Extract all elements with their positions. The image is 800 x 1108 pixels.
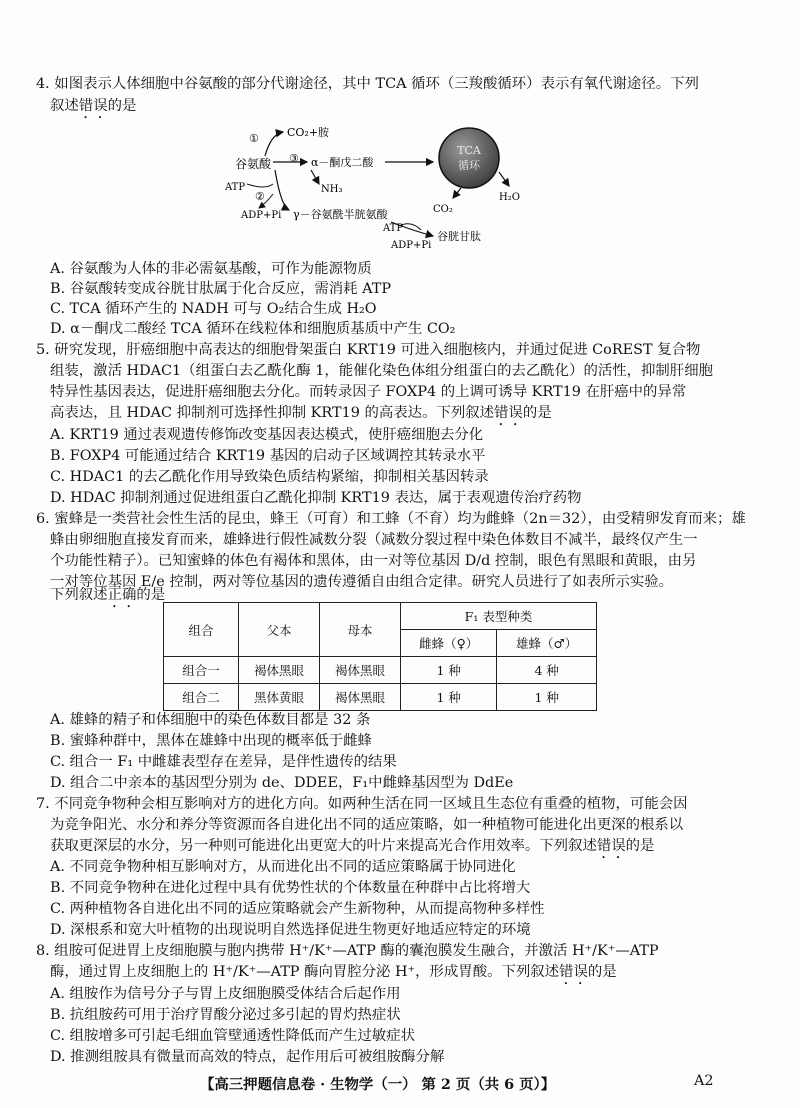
- emphasis-mark: 错误: [78, 98, 108, 114]
- table-row: 组合二 黑体黄眼 褐体黑眼 1 种 1 种: [164, 684, 597, 711]
- table-header-group: 组合: [164, 603, 239, 657]
- q7-option-b: B. 不同竞争物种在进化过程中具有优势性状的个体数量在种群中占比将增大: [50, 880, 531, 896]
- q6-option-b: B. 蜜蜂种群中，黑体在雄蜂中出现的概率低于雌蜂: [50, 733, 372, 749]
- label-cycle: 循环: [458, 159, 480, 172]
- q7-stem-line1: 7. 不同竞争物种会相互影响对方的进化方向。如两种生活在同一区域且生态位有重叠的植物，可能会因: [36, 796, 688, 812]
- q6-stem-line4: 一对等位基因 E/e 控制，两对等位基因的遗传遵循自由组合定律。研究人员进行了如表所示实验。: [50, 574, 674, 590]
- table-header-male: 雄蜂（♂）: [497, 630, 597, 657]
- q5-stem-line4: 高表达，且 HDAC 抑制剂可选择性抑制 KRT19 的高表达。下列叙述错误的是: [50, 405, 552, 421]
- q4-option-b: B. 谷氨酸转变成谷胱甘肽属于化合反应，需消耗 ATP: [50, 281, 391, 297]
- label-ggc: γ－谷氨酰半胱氨酸: [293, 208, 388, 221]
- footer-code: A2: [694, 1073, 714, 1089]
- label-co2: CO₂: [433, 204, 453, 215]
- table-header-mother: 母本: [320, 603, 401, 657]
- footer-title: 【高三押题信息卷 · 生物学（一） 第 2 页（共 6 页）】: [200, 1076, 556, 1093]
- emphasis-mark: 错误: [596, 838, 626, 854]
- label-akg: α－酮戊二酸: [311, 156, 374, 169]
- q7-option-d: D. 深根系和宽大叶植物的出现说明自然选择促进生物更好地适应特定的环境: [50, 922, 531, 938]
- q8-option-b: B. 抗组胺药可用于治疗胃酸分泌过多引起的胃灼热症状: [50, 1007, 401, 1023]
- table-header-f1: F₁ 表型种类: [401, 603, 597, 630]
- q6-stem-line2: 蜂由卵细胞直接发育而来，雄蜂进行假性减数分裂（减数分裂过程中染色体数目不减半，最终仅产生一: [50, 532, 698, 548]
- q6-option-d: D. 组合二中亲本的基因型分别为 de、DDEE，F₁中雌蜂基因型为 DdEe: [50, 775, 514, 791]
- label-step3: ③: [289, 152, 299, 165]
- q6-stem-line1: 6. 蜜蜂是一类营社会性生活的昆虫，蜂王（可育）和工蜂（不育）均为雌蜂（2n＝32），由受精卵发育而来；雄: [36, 511, 746, 527]
- q4-stem-line1: 4. 如图表示人体细胞中谷氨酸的部分代谢途径，其中 TCA 循环（三羧酸循环）表示有氧代谢途径。下列: [36, 76, 699, 92]
- q5-option-c: C. HDAC1 的去乙酰化作用导致染色质结构紧缩，抑制相关基因转录: [50, 469, 489, 485]
- q5-option-a: A. KRT19 通过表观遗传修饰改变基因表达模式，使肝癌细胞去分化: [50, 427, 484, 443]
- q6-option-a: A. 雄蜂的精子和体细胞中的染色体数目都是 32 条: [50, 712, 371, 728]
- emphasis-mark: 正确: [107, 587, 137, 603]
- label-step2: ②: [255, 190, 265, 203]
- q5-stem-line2: 组装，激活 HDAC1（组蛋白去乙酰化酶 1，能催化染色体组分组蛋白的去乙酰化）的活性，抑制肝细胞: [50, 363, 713, 379]
- q4-stem-line2: 叙述错误的是: [50, 98, 137, 114]
- label-glutathione: 谷胱甘肽: [437, 230, 481, 243]
- q5-stem-line1: 5. 研究发现，肝癌细胞中高表达的细胞骨架蛋白 KRT19 可进入细胞核内，并通过促进 CoREST 复合物: [36, 342, 701, 358]
- emphasis-mark: 错误: [494, 405, 523, 421]
- label-atp2: ATP: [383, 223, 404, 234]
- q6-stem-line3: 个功能性精子）。已知蜜蜂的体色有褐体和黑体，由一对等位基因 D/d 控制，眼色有黑眼和黄眼，由另: [50, 553, 697, 569]
- table-header-father: 父本: [239, 603, 320, 657]
- q5-option-b: B. FOXP4 可能通过结合 KRT19 基因的启动子区域调控其转录水平: [50, 448, 486, 464]
- table-header-female: 雌蜂（♀）: [401, 630, 497, 657]
- label-step1: ①: [249, 132, 259, 145]
- label-adp2: ADP+Pi: [391, 240, 432, 251]
- q7-option-a: A. 不同竞争物种相互影响对方，从而进化出不同的适应策略属于协同进化: [50, 859, 516, 875]
- table-row: 组合一 褐体黑眼 褐体黑眼 1 种 4 种: [164, 657, 597, 684]
- q6-option-c: C. 组合一 F₁ 中雌雄表型存在差异，是伴性遗传的结果: [50, 754, 397, 770]
- bee-cross-table: [163, 602, 597, 711]
- q7-stem-line2: 为竞争阳光、水分和养分等资源而各自进化出不同的适应策略，如一种植物可能进化出更深的根系以: [50, 817, 684, 833]
- emphasis-mark: 错误: [559, 964, 588, 980]
- label-co2-amine: CO₂+胺: [287, 126, 330, 139]
- label-adp1: ADP+Pi: [241, 210, 282, 221]
- label-nh3: NH₃: [321, 184, 343, 195]
- q8-stem-line1: 8. 组胺可促进胃上皮细胞膜与胞内携带 H⁺/K⁺—ATP 酶的囊泡膜发生融合，并激活 H⁺/K⁺—ATP: [36, 943, 659, 959]
- q7-stem-line3: 获取更深层的水分，另一种则可能进化出更宽大的叶片来提高光合作用效率。下列叙述错误的是: [50, 838, 655, 854]
- glutamate-metabolism-diagram: [215, 118, 535, 254]
- q7-option-c: C. 两种植物各自进化出不同的适应策略就会产生新物种，从而提高物种多样性: [50, 901, 545, 917]
- q4-option-d: D. α－酮戊二酸经 TCA 循环在线粒体和细胞质基质中产生 CO₂: [50, 321, 456, 337]
- q8-option-a: A. 组胺作为信号分子与胃上皮细胞膜受体结合后起作用: [50, 986, 401, 1002]
- q6-stem-line5: 下列叙述正确的是: [50, 587, 166, 603]
- q8-stem-line2: 酶，通过胃上皮细胞上的 H⁺/K⁺—ATP 酶向胃腔分泌 H⁺，形成胃酸。下列叙述错误的是: [50, 964, 617, 980]
- q4-option-a: A. 谷氨酸为人体的非必需氨基酸，可作为能源物质: [50, 261, 372, 277]
- q8-option-c: C. 组胺增多可引起毛细血管壁通透性降低而产生过敏症状: [50, 1028, 416, 1044]
- tca-cycle-circle: [439, 128, 499, 188]
- label-glutamate: 谷氨酸: [235, 157, 272, 171]
- label-atp1: ATP: [225, 182, 246, 193]
- q4-option-c: C. TCA 循环产生的 NADH 可与 O₂结合生成 H₂O: [50, 301, 377, 317]
- q8-option-d: D. 推测组胺具有微量而高效的特点，起作用后可被组胺酶分解: [50, 1049, 445, 1065]
- q5-option-d: D. HDAC 抑制剂通过促进组蛋白乙酰化抑制 KRT19 表达，属于表观遗传治疗药物: [50, 490, 582, 506]
- label-tca: TCA: [457, 144, 481, 157]
- label-h2o: H₂O: [499, 192, 520, 203]
- q5-stem-line3: 特异性基因表达，促进肝癌细胞去分化。而转录因子 FOXP4 的上调可诱导 KRT19 在肝癌中的异常: [50, 384, 687, 400]
